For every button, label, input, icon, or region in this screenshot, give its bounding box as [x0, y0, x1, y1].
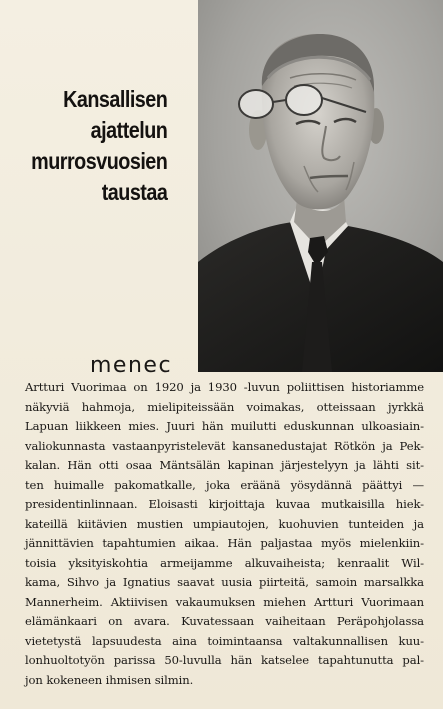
- text-line: Mannerheim. Aktiivisen vakaumuksen miehen Artturi Vuorimaan: [25, 594, 424, 609]
- text-line: valiokunnasta vastaanpyristelevät kansanedustajat Rötkön ja Pek-: [25, 438, 424, 453]
- text-line: kalan. Hän otti osaa Mäntsälän kapinan järjestelyyn ja lähti sit-: [25, 458, 424, 472]
- text-line: presidentinlinnaan. Eloisasti kirjoittaja kuvaa mutkaisilla hiek-: [25, 497, 424, 511]
- headline-line: taustaa: [101, 179, 167, 205]
- text-line: näkyviä hahmoja, mielipiteissään voimakas, otteissaan jyrkkä: [25, 399, 424, 414]
- headline: [31, 84, 167, 208]
- text-line: lonhuoltotyön parissa 50-luvulla hän katselee tapahtunutta pal-: [25, 653, 424, 667]
- text-line: jon kokeneen ihmisen silmin.: [25, 672, 194, 687]
- text-line: kateillä kiitävien mustien umpiautojen, kuohuvien tunteiden ja: [25, 516, 424, 531]
- portrait-photo-icon: [198, 0, 443, 372]
- text-line: elämänkaari on avara. Kuvatessaan vaiheitaan Peräpohjolassa: [25, 614, 424, 628]
- text-line: jännittävien tapahtumien aikaa. Hän paljastaa myös mielenkiin-: [25, 536, 424, 550]
- blurb-text: [25, 378, 424, 690]
- text-line: vietetystä lapsuudesta aina toimintaansa valtakunnallisen kuu-: [25, 633, 424, 648]
- headline-line: ajattelun: [90, 117, 167, 143]
- text-line: Lapuan liikkeen mies. Juuri hän muilutti eduskunnan ulkoasiain-: [25, 419, 424, 433]
- text-line: ten huimalle pakomatkalle, joka eräänä yösydännä päättyi —: [25, 477, 424, 492]
- headline-line: Kansallisen: [62, 86, 167, 112]
- publisher-logo: menec: [90, 353, 173, 378]
- text-line: Artturi Vuorimaa on 1920 ja 1930 -luvun poliittisen historiamme: [25, 380, 424, 394]
- headline-line: murrosvuosien: [30, 148, 167, 174]
- text-line: kama, Sihvo ja Ignatius saavat uusia piirteitä, samoin marsalkka: [25, 575, 424, 589]
- portrait-photo: [198, 0, 443, 372]
- text-line: toisia yksityiskohtia armeijamme alkuvaiheista; kenraalit Wil-: [25, 555, 424, 570]
